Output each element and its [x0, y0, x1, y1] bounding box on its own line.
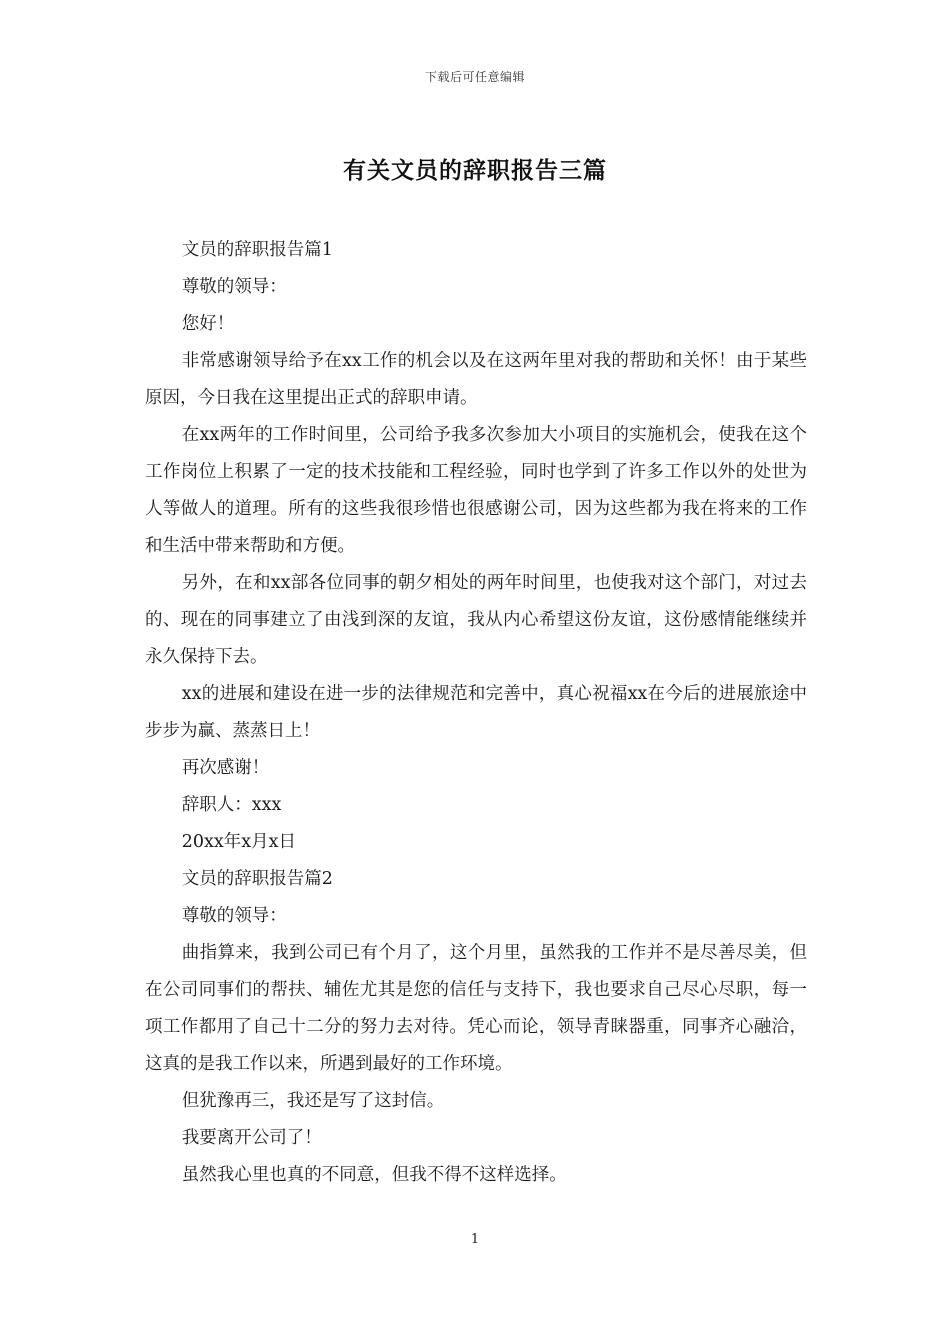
body-paragraph: 虽然我心里也真的不同意，但我不得不这样选择。	[181, 1165, 567, 1185]
date-line: 20xx年x月x日	[181, 832, 296, 852]
salutation: 尊敬的领导：	[181, 906, 287, 926]
body-paragraph: 另外，在和xx部各位同事的朝夕相处的两年时间里，也使我对这个部门，对过去的、现在的同事建立了由浅到深的友谊，我从内心希望这份友谊，这份感情能继续并永久保持下去。	[145, 573, 807, 667]
document-title: 有关文员的辞职报告三篇	[343, 157, 607, 184]
body-paragraph: 我要离开公司了！	[181, 1128, 322, 1148]
page-number: 1	[470, 1232, 480, 1247]
body-paragraph: 但犹豫再三，我还是写了这封信。	[181, 1091, 445, 1111]
body-paragraph: 非常感谢领导给予在xx工作的机会以及在这两年里对我的帮助和关怀！由于某些原因，今日我在这里提出正式的辞职申请。	[145, 351, 807, 408]
thanks-line: 再次感谢！	[181, 758, 270, 778]
greeting: 您好！	[181, 314, 235, 334]
document-body	[145, 232, 807, 1194]
body-paragraph: 曲指算来，我到公司已有个月了，这个月里，虽然我的工作并不是尽善尽美，但在公司同事们的帮扶、辅佐尤其是您的信任与支持下，我也要求自己尽心尽职，每一项工作都用了自己十二分的努力去对待。凭心而论，领导青睐器重，同事齐心融洽，这真的是我工作以来，所遇到最好的工作环境。	[145, 943, 807, 1074]
salutation: 尊敬的领导：	[181, 277, 287, 297]
section-heading-1: 文员的辞职报告篇1	[181, 240, 333, 260]
body-paragraph: xx的进展和建设在进一步的法律规范和完善中，真心祝福xx在今后的进展旅途中步步为赢、蒸蒸日上！	[145, 684, 807, 741]
signature-line: 辞职人：xxx	[181, 795, 282, 815]
body-paragraph: 在xx两年的工作时间里，公司给予我多次参加大小项目的实施机会，使我在这个工作岗位上积累了一定的技术技能和工程经验，同时也学到了许多工作以外的处世为人等做人的道理。所有的这些我很珍惜也很感谢公司，因为这些都为我在将来的工作和生活中带来帮助和方便。	[145, 425, 807, 556]
header-note: 下载后可任意编辑	[424, 70, 525, 84]
section-heading-2: 文员的辞职报告篇2	[181, 869, 333, 889]
